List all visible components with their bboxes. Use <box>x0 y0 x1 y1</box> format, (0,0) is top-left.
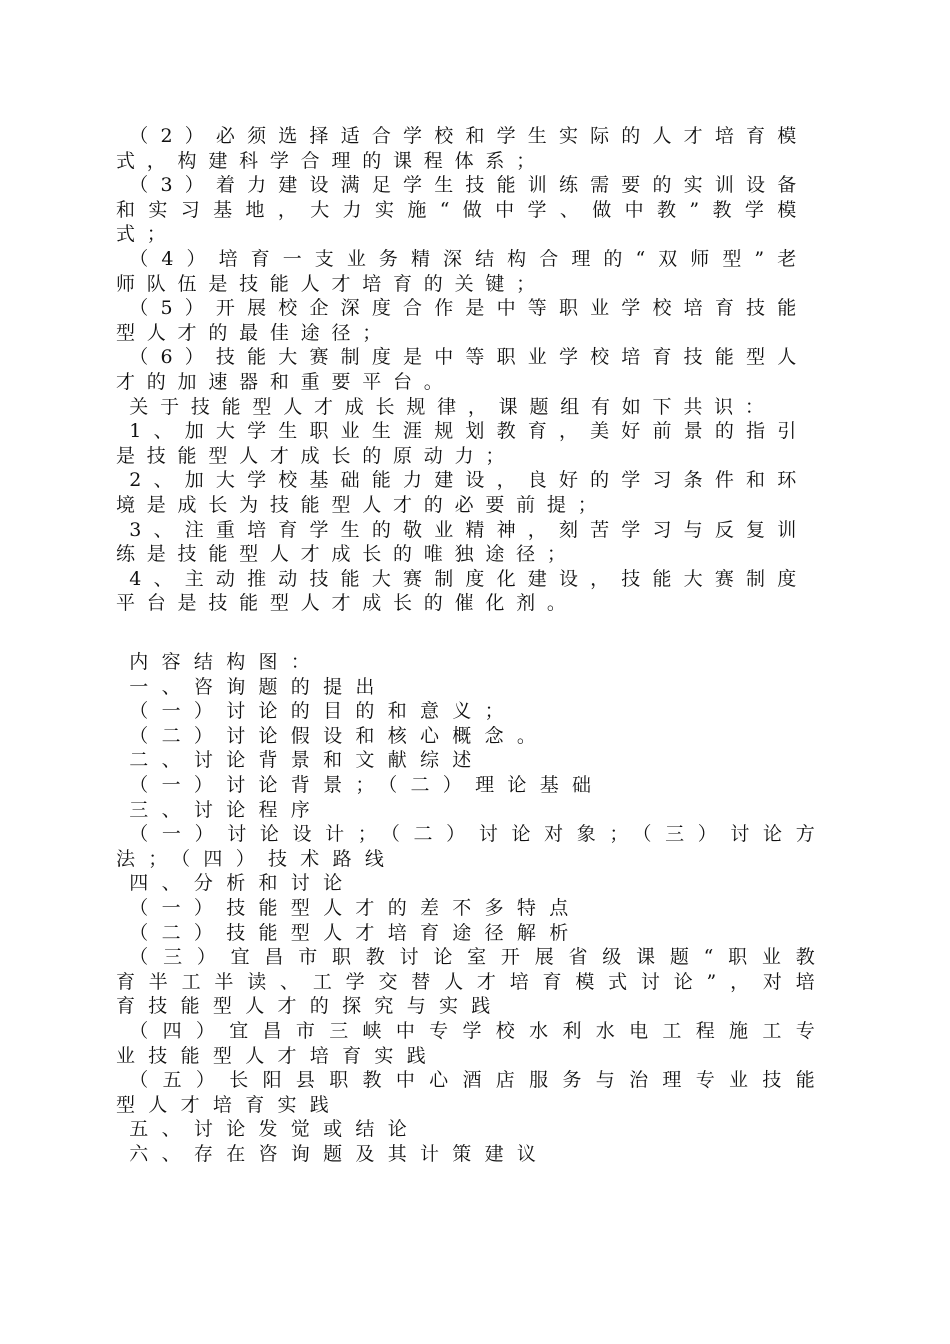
outline-item-5: 五、讨论发觉或结论 <box>129 1118 420 1141</box>
outline-item-4: 四、分析和讨论 <box>129 872 356 895</box>
paragraph-training-model: （2）必须选择适合学校和学生实际的人才培育模式，构建科学合理的课程体系； <box>116 125 808 172</box>
outline-item-1-2: （二）讨论假设和核心概念。 <box>129 724 550 747</box>
outline-item-1-1: （一）讨论的目的和意义； <box>129 700 517 723</box>
outline-item-2-1: （一）讨论背景；（二）理论基础 <box>129 773 605 796</box>
paragraph-consensus-3: 3、注重培育学生的敬业精神，刻苦学习与反复训练是技能型人才成长的唯独途径； <box>116 518 808 566</box>
outline-item-6: 六、存在咨询题及其计策建议 <box>129 1142 550 1165</box>
outline-item-3-1: （一）讨论设计；（二）讨论对象；（三）讨论方法；（四）技术路线 <box>116 823 828 870</box>
paragraph-school-enterprise: （5）开展校企深度合作是中等职业学校培育技能型人才的最佳途径； <box>116 297 808 344</box>
paragraph-consensus-1: 1、加大学生职业生涯规划教育，美好前景的指引是技能型人才成长的原动力； <box>116 420 808 467</box>
outline-item-3: 三、讨论程序 <box>129 798 324 821</box>
outline-item-4-2: （二）技能型人才培育途径解析 <box>129 921 582 944</box>
content-structure-section <box>116 650 828 1166</box>
outline-item-4-4: （四）宜昌市三峡中专学校水利水电工程施工专业技能型人才培育实践 <box>116 1019 828 1067</box>
outline-item-4-5: （五）长阳县职教中心酒店服务与治理专业技能型人才培育实践 <box>116 1069 828 1116</box>
outline-item-1: 一、咨询题的提出 <box>129 675 388 698</box>
paragraph-consensus-4: 4、主动推动技能大赛制度化建设，技能大赛制度平台是技能型人才成长的催化剂。 <box>116 567 808 615</box>
paragraph-skill-contest: （6）技能大赛制度是中等职业学校培育技能型人才的加速器和重要平台。 <box>116 346 808 393</box>
paragraph-consensus-2: 2、加大学校基础能力建设，良好的学习条件和环境是成长为技能型人才的必要前提； <box>116 469 808 516</box>
paragraph-training-base: （3）着力建设满足学生技能训练需要的实训设备和实习基地，大力实施“做中学、做中教”教学模式； <box>116 174 808 246</box>
outline-item-2: 二、讨论背景和文献综述 <box>129 749 485 772</box>
paragraph-dual-teacher: （4）培育一支业务精深结构合理的“双师型”老师队伍是技能人才培育的关键； <box>116 247 808 295</box>
conclusions-section <box>116 124 808 616</box>
paragraph-consensus-heading: 关于技能型人才成长规律，课题组有如下共识： <box>129 395 776 418</box>
outline-item-4-3: （三）宜昌市职教讨论室开展省级课题“职业教育半工半读、工学交替人才培育模式讨论”，对培育技能型人才的探究与实践 <box>116 946 828 1018</box>
outline-item-4-1: （一）技能型人才的差不多特点 <box>129 896 582 919</box>
structure-heading: 内容结构图： <box>129 651 324 673</box>
